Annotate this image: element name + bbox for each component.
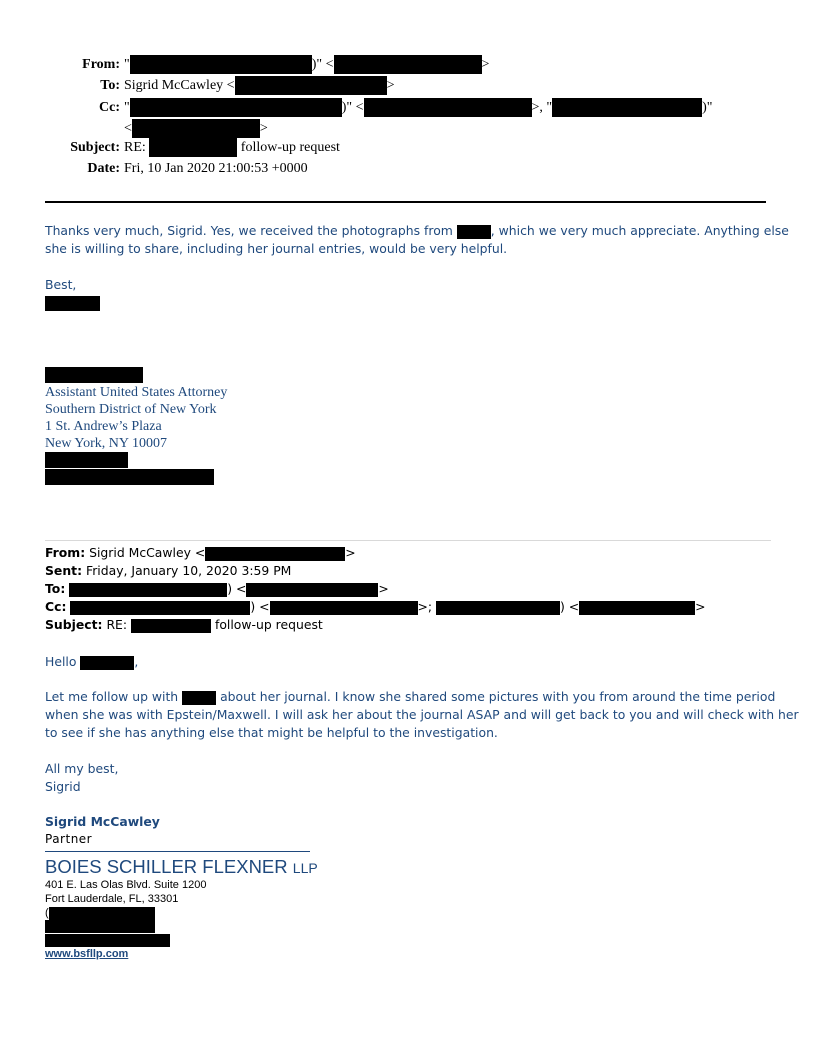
header-cc-value: " )" < >, " )": [124, 97, 713, 118]
redaction: [45, 934, 170, 947]
signature-rule: [45, 851, 310, 852]
reply-sig-address1: 1 St. Andrew’s Plaza: [45, 419, 162, 434]
phone-paren: (: [45, 907, 49, 919]
header-subject-value: [124, 137, 340, 158]
forward-body: [45, 688, 799, 742]
reply-sig-office: Southern District of New York: [45, 402, 217, 417]
redaction: [436, 601, 560, 615]
redaction: [45, 920, 155, 933]
redaction: [130, 55, 312, 74]
redaction: [45, 469, 214, 485]
forward-header: [45, 544, 785, 634]
header-from-value: " )" < >: [124, 54, 489, 75]
header-date-value: Fri, 10 Jan 2020 21:00:53 +0000: [124, 161, 308, 176]
redaction: [235, 76, 387, 95]
header-to-value: Sigrid McCawley < >: [124, 75, 394, 96]
forward-subject-prefix: RE:: [106, 617, 128, 632]
forward-greeting: Hello ,: [45, 654, 139, 669]
forward-sig-name: Sigrid McCawley: [45, 814, 160, 829]
reply-signature: [45, 384, 227, 452]
redaction: [552, 98, 702, 117]
redaction: [69, 583, 227, 597]
forward-from-row: From: Sigrid McCawley < >: [45, 545, 356, 560]
redaction: [205, 547, 345, 561]
redaction: [364, 98, 532, 117]
header-from-label: From:: [82, 57, 120, 72]
redaction: [270, 601, 418, 615]
redaction: [132, 119, 260, 138]
redaction: [45, 452, 128, 468]
redaction: [182, 691, 216, 705]
forward-subject-row: [45, 616, 785, 634]
redaction: [131, 619, 211, 633]
forward-from-label: From:: [45, 545, 86, 560]
forward-closing-1: All my best,: [45, 761, 119, 776]
forward-body-line3: to see if she has anything else that might be helpful to the investigation.: [45, 725, 498, 740]
redaction: [70, 601, 250, 615]
header-date-row: [0, 158, 816, 179]
forward-sent-value: Friday, January 10, 2020 3:59 PM: [85, 563, 292, 578]
header-cc-row: [0, 97, 816, 139]
forward-subject-suffix: follow-up request: [214, 617, 323, 632]
forward-closing: [45, 760, 118, 796]
redaction: [80, 656, 134, 670]
forward-cc-label: Cc:: [45, 599, 67, 614]
reply-closing: Best,: [45, 277, 77, 292]
firm-address-1: 401 E. Las Olas Blvd. Suite 1200: [45, 879, 207, 891]
redaction: [49, 907, 155, 920]
redaction: [45, 367, 143, 383]
forward-from-name: Sigrid McCawley: [89, 545, 191, 560]
forward-sent-row: [45, 562, 785, 580]
forward-greeting-text: Hello: [45, 654, 77, 669]
header-to-name: Sigrid McCawley: [124, 78, 224, 93]
header-from-row: [0, 54, 816, 75]
reply-body: [45, 222, 789, 258]
forward-divider: [45, 540, 771, 541]
header-cc-value-cont: < >: [124, 118, 268, 139]
forward-subject-label: Subject:: [45, 617, 103, 632]
forward-sent-label: Sent:: [45, 563, 83, 578]
header-subject-row: [0, 137, 816, 158]
redaction: [45, 296, 100, 311]
header-divider: [45, 201, 766, 203]
redaction: [149, 138, 237, 157]
header-to-label: To:: [100, 78, 120, 93]
header-subject-label: Subject:: [70, 140, 120, 155]
firm-website-link[interactable]: www.bsfllp.com: [45, 948, 129, 960]
reply-body-line2: she is willing to share, including her journal entries, would be very helpful.: [45, 241, 508, 256]
firm-phone: [45, 906, 155, 920]
header-subject-suffix: follow-up request: [240, 140, 340, 155]
reply-sig-address2: New York, NY 10007: [45, 436, 167, 451]
reply-text: Thanks very much, Sigrid. Yes, we received the photographs from: [45, 223, 453, 238]
redaction: [130, 98, 342, 117]
header-to-row: [0, 75, 816, 96]
firm-name: BOIES SCHILLER FLEXNER: [45, 856, 288, 877]
header-date-label: Date:: [87, 161, 120, 176]
firm-suffix: LLP: [292, 860, 318, 876]
forward-body-text: about her journal. I know she shared some pictures with you from around the time period: [220, 689, 776, 704]
reply-text: , which we very much appreciate. Anything else: [490, 223, 789, 238]
firm-logo-text: [45, 856, 318, 878]
forward-body-line2: when she was with Epstein/Maxwell. I will ask her about the journal ASAP and will get back to you and will check with her: [45, 707, 799, 722]
forward-body-line1: [45, 688, 785, 706]
forward-to-row: To: ) < >: [45, 581, 389, 596]
forward-closing-2: Sigrid: [45, 779, 81, 794]
forward-to-label: To:: [45, 581, 66, 596]
redaction: [579, 601, 695, 615]
forward-sig-title: Partner: [45, 832, 93, 846]
firm-address: [45, 879, 206, 906]
firm-address-2: Fort Lauderdale, FL, 33301: [45, 892, 179, 905]
forward-body-text: Let me follow up with: [45, 689, 179, 704]
redaction: [457, 225, 491, 239]
reply-body-line1: [45, 222, 789, 240]
header-subject-prefix: RE:: [124, 140, 146, 155]
redaction: [246, 583, 378, 597]
forward-cc-row: Cc: ) < >; ) < >: [45, 599, 706, 614]
redaction: [334, 55, 482, 74]
reply-sig-title: Assistant United States Attorney: [45, 385, 228, 400]
header-cc-label: Cc:: [99, 100, 120, 115]
